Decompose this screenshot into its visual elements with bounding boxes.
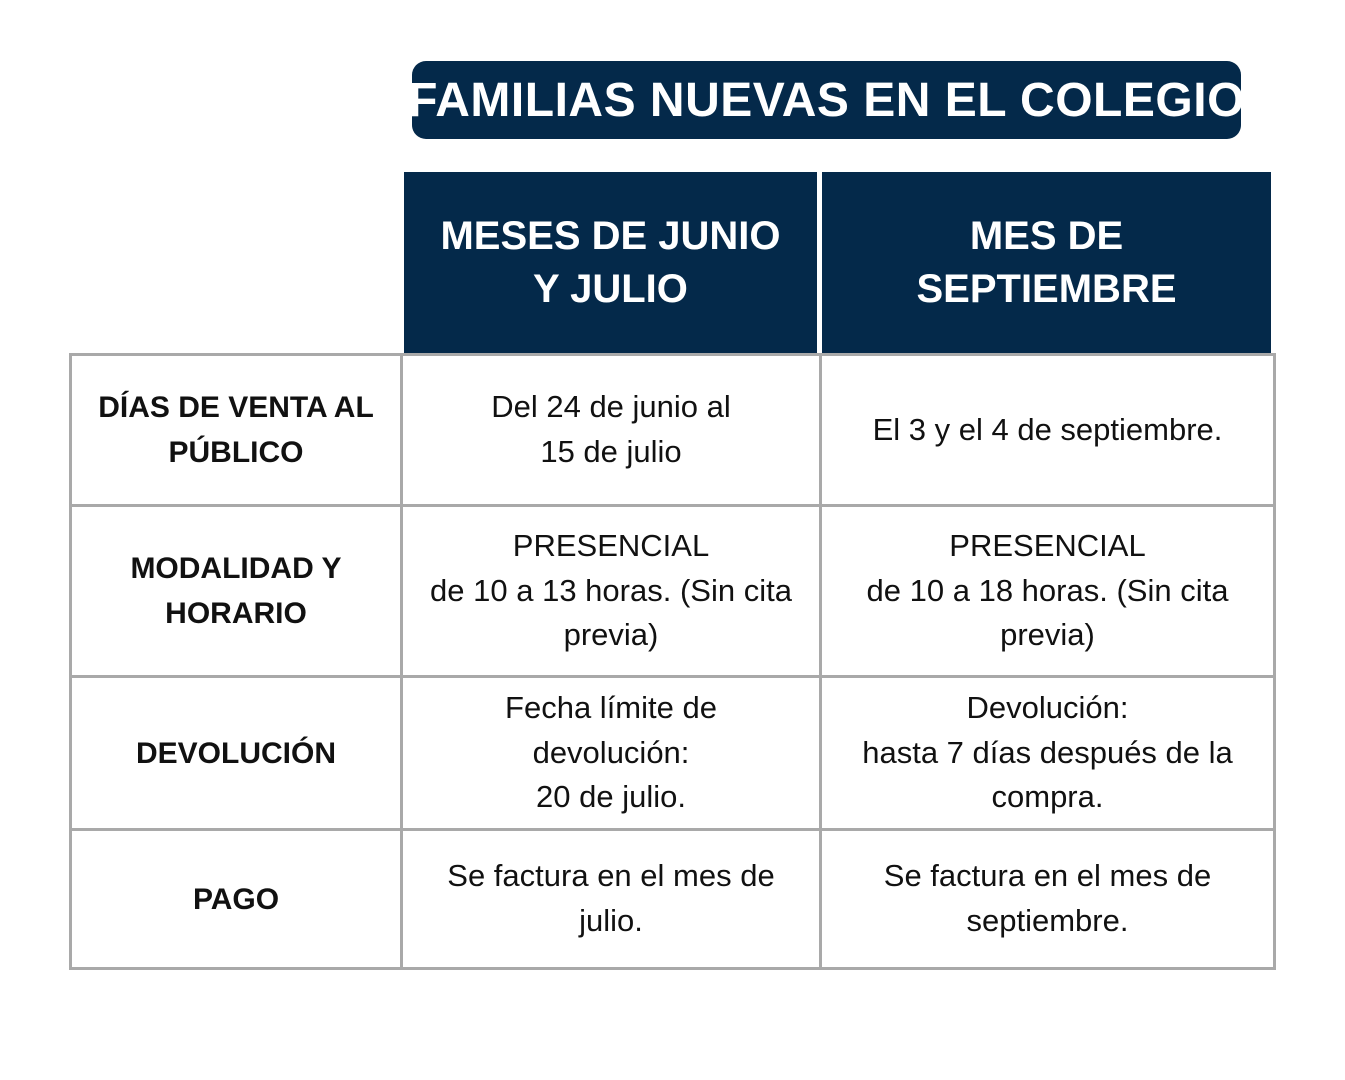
table-cell [822,356,1273,504]
table-cell [403,678,822,828]
table-cell [822,678,1273,828]
table-cell [822,831,1273,967]
row-label-cell [72,507,403,675]
row-label-cell [72,831,403,967]
table-row-devolucion [72,678,1273,831]
cell-value: Se factura en el mes de julio. [447,858,775,938]
column-header-label: MES DE SEPTIEMBRE [916,213,1177,311]
row-label: MODALIDAD Y HORARIO [130,552,342,630]
cell-value: Del 24 de junio al 15 de julio [491,389,731,469]
cell-value: PRESENCIAL de 10 a 13 horas. (Sin cita previa) [430,527,792,653]
column-header-label: MESES DE JUNIO Y JULIO [440,213,781,311]
cell-value: Devolución: hasta 7 días después de la compra. [862,689,1233,815]
column-header-septiembre [822,172,1271,354]
table-cell [403,356,822,504]
title-banner [408,61,1245,139]
table-row-pago [72,831,1273,967]
row-label: PAGO [192,882,280,916]
table-row-modalidad [72,507,1273,678]
table-cell [403,831,822,967]
row-label-cell [72,678,403,828]
table-row-dias-venta [72,356,1273,507]
row-label-cell [72,356,403,504]
cell-value: Fecha límite de devolución: 20 de julio. [505,689,717,815]
cell-value: PRESENCIAL de 10 a 18 horas. (Sin cita previa) [866,527,1229,653]
column-header-junio-julio [404,172,817,354]
cell-value: El 3 y el 4 de septiembre. [872,411,1223,447]
cell-value: Se factura en el mes de septiembre. [883,858,1212,938]
row-label: DÍAS DE VENTA AL PÚBLICO [98,391,374,469]
schedule-table [69,353,1276,970]
table-cell [403,507,822,675]
table-cell [822,507,1273,675]
row-label: DEVOLUCIÓN [135,736,336,770]
page-title: FAMILIAS NUEVAS EN EL COLEGIO [408,73,1245,127]
